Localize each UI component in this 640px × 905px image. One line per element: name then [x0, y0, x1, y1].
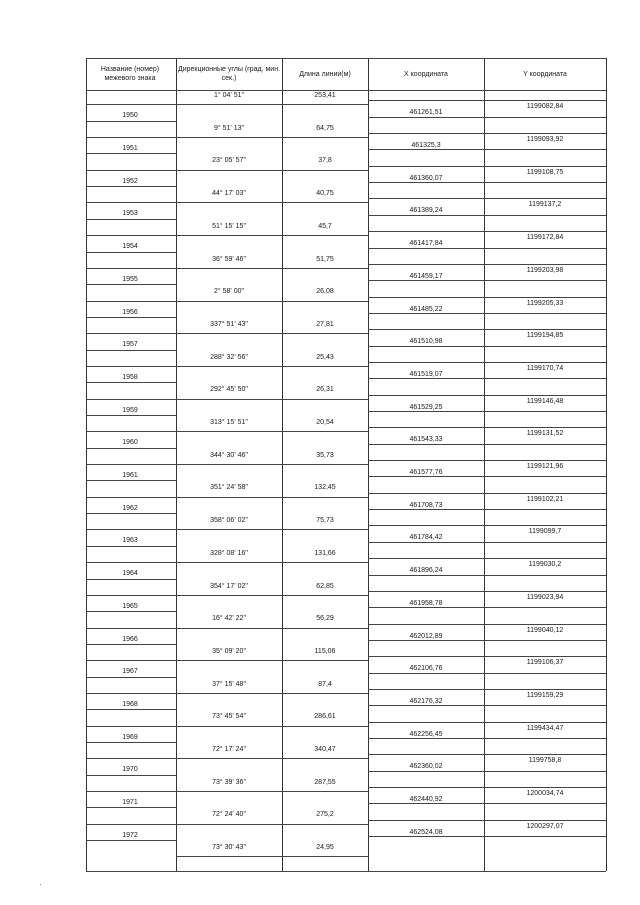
x-coordinate-cell: 461325,3	[411, 142, 441, 150]
row-border	[368, 575, 606, 576]
angle-cell: 23° 05' 57"	[212, 157, 246, 165]
y-coordinate-cell: 1199082,84	[526, 103, 564, 111]
point-name-cell: 1957	[122, 341, 138, 349]
angle-cell: 44° 17' 03"	[212, 190, 246, 198]
header-length: Длина линии(м)	[299, 70, 351, 78]
y-coordinate-cell: 1199106,37	[526, 659, 564, 667]
row-border	[86, 807, 176, 808]
row-border	[86, 431, 176, 432]
angle-cell: 288° 32' 56"	[210, 353, 248, 361]
row-border	[86, 170, 176, 171]
point-name-cell: 1967	[122, 668, 138, 676]
row-border	[368, 607, 606, 608]
row-border	[368, 787, 606, 788]
length-cell: 287,55	[314, 778, 336, 786]
length-cell: 132,45	[314, 484, 336, 492]
angle-cell: 37° 15' 48"	[212, 680, 246, 688]
row-border	[86, 464, 176, 465]
row-border	[86, 644, 176, 645]
row-border	[86, 415, 176, 416]
row-border	[368, 395, 606, 396]
y-coordinate-cell: 1199434,47	[526, 724, 564, 732]
y-coordinate-cell: 1199099,7	[528, 528, 562, 536]
angle-cell: 9° 51' 13"	[214, 124, 244, 132]
row-border	[368, 231, 606, 232]
y-coordinate-cell: 1199172,84	[526, 234, 564, 242]
x-coordinate-cell: 461543,33	[409, 436, 443, 444]
row-border	[86, 611, 176, 612]
x-coordinate-cell: 461389,24	[409, 207, 443, 215]
length-cell: 24,95	[316, 844, 334, 852]
row-border	[368, 313, 606, 314]
point-name-cell: 1952	[122, 177, 138, 185]
row-border	[86, 301, 176, 302]
row-border	[176, 399, 368, 400]
point-name-cell: 1950	[122, 112, 138, 120]
row-border	[86, 628, 176, 629]
row-border	[86, 153, 176, 154]
angle-cell: 292° 45' 50"	[210, 386, 248, 394]
row-border	[86, 579, 176, 580]
header-x: Х координата	[404, 70, 448, 78]
angle-cell: 72° 24' 40"	[212, 811, 246, 819]
row-border	[368, 215, 606, 216]
column-border	[606, 58, 607, 871]
row-border	[176, 628, 368, 629]
x-coordinate-cell: 462106,76	[409, 665, 443, 673]
row-border	[86, 317, 176, 318]
length-cell: 87,4	[318, 680, 332, 688]
y-coordinate-cell: 1199159,29	[526, 691, 564, 699]
angle-cell: 16° 42' 22"	[212, 615, 246, 623]
point-name-cell: 1966	[122, 635, 138, 643]
row-border	[368, 624, 606, 625]
x-coordinate-cell: 461485,22	[409, 305, 443, 313]
row-border	[86, 137, 176, 138]
y-coordinate-cell: 1199023,94	[526, 593, 564, 601]
x-coordinate-cell: 462176,32	[409, 697, 443, 705]
angle-cell: 73° 45' 54"	[212, 713, 246, 721]
angle-cell: 2° 58' 00"	[214, 288, 244, 296]
row-border	[86, 284, 176, 285]
y-coordinate-cell: 1200034,74	[526, 790, 564, 798]
y-coordinate-cell: 1199203,98	[526, 266, 564, 274]
y-coordinate-cell: 1199040,12	[526, 626, 564, 634]
y-coordinate-cell: 1199758,8	[528, 757, 562, 765]
row-border	[86, 791, 176, 792]
row-border	[86, 219, 176, 220]
point-name-cell: 1962	[122, 504, 138, 512]
y-coordinate-cell: 1199108,75	[526, 168, 564, 176]
y-coordinate-cell: 1199205,33	[526, 299, 564, 307]
row-border	[176, 856, 368, 857]
x-coordinate-cell: 461261,51	[409, 109, 443, 117]
y-coordinate-cell: 1199102,21	[526, 495, 564, 503]
row-border	[368, 738, 606, 739]
row-border	[368, 656, 606, 657]
row-border	[368, 460, 606, 461]
length-cell: 131,66	[314, 549, 336, 557]
row-border	[368, 411, 606, 412]
row-border	[368, 705, 606, 706]
row-border	[368, 117, 606, 118]
row-border	[176, 693, 368, 694]
row-border	[368, 100, 606, 101]
x-coordinate-cell: 461519,07	[409, 370, 443, 378]
y-coordinate-cell: 1199146,48	[526, 397, 564, 405]
row-border	[368, 149, 606, 150]
row-border	[176, 758, 368, 759]
row-border	[86, 333, 176, 334]
row-border	[176, 170, 368, 171]
row-border	[86, 252, 176, 253]
length-cell: 51,75	[316, 255, 334, 263]
row-border	[86, 562, 176, 563]
length-cell: 286,61	[314, 713, 336, 721]
row-border	[368, 509, 606, 510]
point-name-cell: 1958	[122, 373, 138, 381]
row-border	[368, 771, 606, 772]
angle-cell: 313° 15' 51"	[210, 419, 248, 426]
row-border	[368, 362, 606, 363]
length-cell: 115,06	[314, 647, 336, 655]
x-coordinate-cell: 462256,45	[409, 730, 443, 738]
angle-cell: 351° 24' 58"	[210, 484, 248, 492]
row-border	[368, 689, 606, 690]
row-border	[368, 444, 606, 445]
x-coordinate-cell: 461417,84	[409, 240, 443, 248]
row-border	[86, 513, 176, 514]
angle-cell: 337° 51' 43"	[210, 320, 248, 328]
length-cell: 275,2	[316, 811, 334, 819]
row-border	[368, 378, 606, 379]
row-border	[368, 754, 606, 755]
row-border	[86, 268, 176, 269]
x-coordinate-cell: 461958,78	[409, 599, 443, 607]
row-border	[368, 722, 606, 723]
angle-cell: 73° 39' 36"	[212, 778, 246, 786]
point-name-cell: 1955	[122, 275, 138, 283]
row-border	[368, 820, 606, 821]
row-border	[86, 824, 176, 825]
scan-speck	[40, 884, 41, 885]
point-name-cell: 1953	[122, 210, 138, 218]
row-border	[86, 595, 176, 596]
row-border	[368, 558, 606, 559]
y-coordinate-cell: 1199194,85	[526, 332, 564, 340]
row-border	[86, 399, 176, 400]
row-border	[86, 546, 176, 547]
row-border	[368, 591, 606, 592]
row-border	[86, 775, 176, 776]
row-border	[368, 427, 606, 428]
x-coordinate-cell: 461784,42	[409, 534, 443, 542]
point-name-cell: 1971	[122, 799, 138, 807]
length-cell: 27,81	[316, 320, 334, 328]
row-border	[368, 803, 606, 804]
angle-cell: 354° 17' 02"	[210, 582, 248, 590]
row-border	[176, 824, 368, 825]
point-name-cell: 1965	[122, 602, 138, 610]
angle-cell: 1° 04' 51"	[214, 92, 244, 99]
angle-cell: 328° 08' 16"	[210, 549, 248, 557]
point-name-cell: 1951	[122, 145, 138, 153]
x-coordinate-cell: 461459,17	[409, 272, 443, 280]
y-coordinate-cell: 1199121,96	[526, 463, 564, 471]
x-coordinate-cell: 462524,08	[409, 828, 443, 836]
x-coordinate-cell: 461896,24	[409, 567, 443, 575]
length-cell: 64,75	[316, 124, 334, 132]
row-border	[176, 333, 368, 334]
row-border	[368, 198, 606, 199]
x-coordinate-cell: 462440,92	[409, 796, 443, 804]
row-border	[86, 382, 176, 383]
length-cell: 253,41	[314, 92, 336, 99]
row-border	[176, 202, 368, 203]
row-border	[86, 497, 176, 498]
row-border	[86, 709, 176, 710]
x-coordinate-cell: 461360,07	[409, 174, 443, 182]
row-border	[368, 166, 606, 167]
row-border	[368, 673, 606, 674]
row-border	[86, 660, 176, 661]
angle-cell: 72° 17' 24"	[212, 746, 246, 753]
row-border	[368, 542, 606, 543]
x-coordinate-cell: 461708,73	[409, 501, 443, 509]
row-border	[86, 104, 176, 105]
row-border	[86, 529, 176, 530]
row-border	[176, 791, 368, 792]
y-coordinate-cell: 1199030,2	[528, 561, 562, 569]
row-border	[176, 137, 368, 138]
point-name-cell: 1956	[122, 308, 138, 316]
row-border	[176, 104, 368, 105]
x-coordinate-cell: 461577,76	[409, 469, 443, 477]
row-border	[176, 268, 368, 269]
x-coordinate-cell: 461510,98	[409, 338, 443, 346]
row-border	[368, 329, 606, 330]
row-border	[368, 133, 606, 134]
length-cell: 45,7	[318, 222, 332, 230]
row-border	[86, 202, 176, 203]
row-border	[176, 431, 368, 432]
row-border	[86, 840, 176, 841]
length-cell: 26,31	[316, 386, 334, 394]
length-cell: 25,43	[316, 353, 334, 361]
length-cell: 40,75	[316, 190, 334, 198]
point-name-cell: 1969	[122, 733, 138, 741]
x-coordinate-cell: 462360,02	[409, 763, 443, 771]
row-border	[86, 186, 176, 187]
row-border	[176, 235, 368, 236]
point-name-cell: 1963	[122, 537, 138, 545]
length-cell: 62,85	[316, 582, 334, 590]
length-cell: 37,8	[318, 157, 332, 165]
point-name-cell: 1972	[122, 831, 138, 839]
row-border	[368, 264, 606, 265]
length-cell: 20,54	[316, 419, 334, 426]
point-name-cell: 1968	[122, 700, 138, 708]
row-border	[176, 660, 368, 661]
row-border	[176, 366, 368, 367]
row-border	[86, 693, 176, 694]
row-border	[86, 235, 176, 236]
row-border	[368, 525, 606, 526]
angle-cell: 51° 15' 15"	[212, 222, 246, 230]
angle-cell: 73° 30' 43"	[212, 844, 246, 852]
row-border	[176, 301, 368, 302]
length-cell: 26,08	[316, 288, 334, 296]
length-cell: 56,29	[316, 615, 334, 623]
header-name: Название (номер) межевого знака	[100, 66, 160, 82]
y-coordinate-cell: 1200297,07	[526, 822, 564, 830]
header-angles: Дирекционные углы (град. мин. сек.)	[177, 66, 281, 82]
row-border	[86, 448, 176, 449]
row-border	[176, 464, 368, 465]
row-border	[368, 640, 606, 641]
row-border	[368, 346, 606, 347]
row-border	[368, 297, 606, 298]
row-border	[176, 529, 368, 530]
angle-cell: 36° 59' 46"	[212, 255, 246, 263]
y-coordinate-cell: 1199170,74	[526, 364, 564, 372]
row-border	[86, 726, 176, 727]
row-border	[368, 493, 606, 494]
y-coordinate-cell: 1199093,92	[526, 136, 564, 144]
row-border	[176, 497, 368, 498]
angle-cell: 35° 09' 20"	[212, 647, 246, 655]
point-name-cell: 1959	[122, 406, 138, 414]
row-border	[86, 480, 176, 481]
row-border	[176, 726, 368, 727]
row-border	[368, 836, 606, 837]
length-cell: 75,73	[316, 517, 334, 525]
y-coordinate-cell: 1199137,2	[528, 201, 562, 209]
y-coordinate-cell: 1199131,52	[526, 430, 564, 438]
row-border	[86, 742, 176, 743]
row-border	[368, 476, 606, 477]
row-border	[86, 350, 176, 351]
row-border	[86, 758, 176, 759]
row-border	[86, 121, 176, 122]
angle-cell: 344° 30' 46"	[210, 451, 248, 459]
header-y: Y координата	[523, 70, 567, 78]
row-border	[368, 248, 606, 249]
point-name-cell: 1960	[122, 439, 138, 447]
point-name-cell: 1961	[122, 472, 138, 480]
row-border	[176, 562, 368, 563]
row-border	[176, 595, 368, 596]
row-border	[86, 366, 176, 367]
x-coordinate-cell: 462012,89	[409, 632, 443, 640]
point-name-cell: 1970	[122, 766, 138, 774]
table-bottom-border	[86, 871, 606, 872]
point-name-cell: 1964	[122, 570, 138, 578]
row-border	[86, 677, 176, 678]
point-name-cell: 1954	[122, 243, 138, 251]
length-cell: 35,73	[316, 451, 334, 459]
x-coordinate-cell: 461529,25	[409, 403, 443, 411]
row-border	[368, 280, 606, 281]
length-cell: 340,47	[314, 746, 336, 753]
header-top-border	[86, 58, 606, 59]
row-border	[368, 182, 606, 183]
angle-cell: 358° 06' 02"	[210, 517, 248, 525]
